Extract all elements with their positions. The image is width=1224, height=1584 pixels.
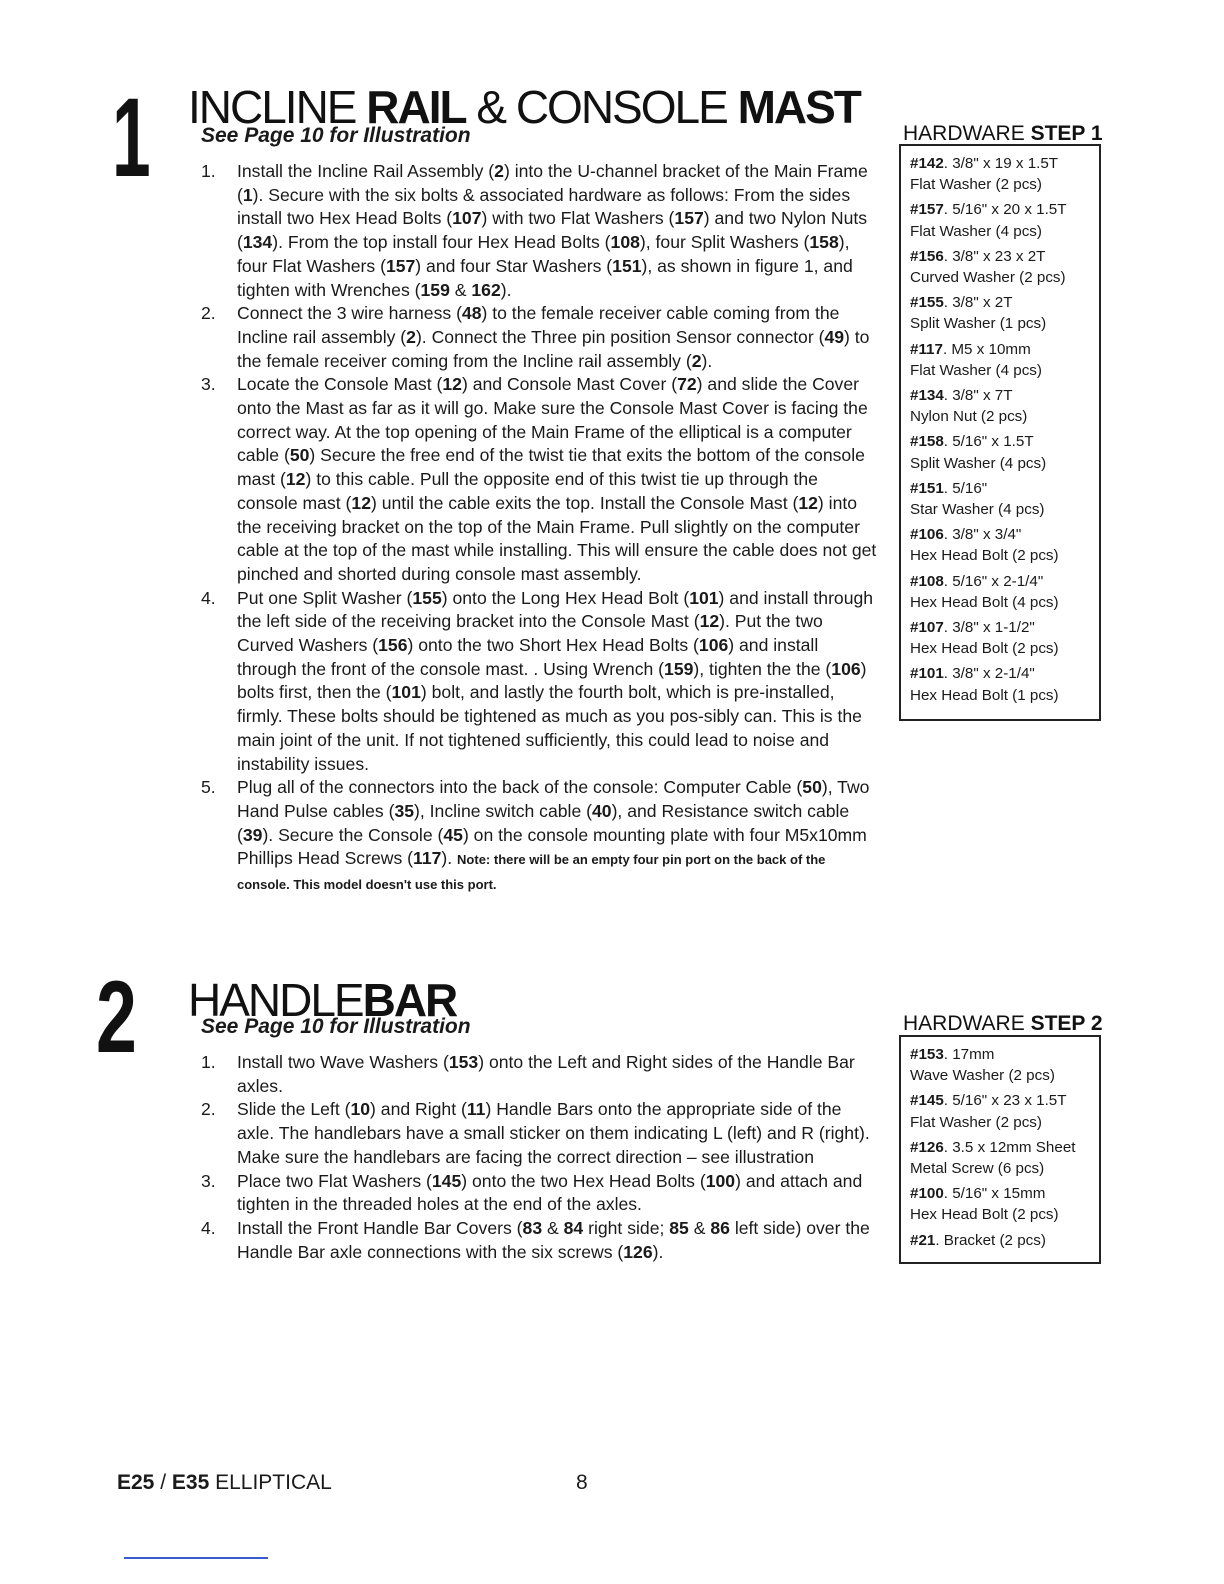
part-number: 145 [431,1170,462,1191]
hardware-spec: . 5/16" [943,479,988,497]
instruction-step [201,1051,877,1098]
part-number: 158 [809,232,839,253]
part-number: 35 [394,800,415,821]
part-number: 12 [798,492,818,513]
hardware-desc: Split Washer (4 pcs) [910,454,1047,472]
hardware-item [910,1090,1091,1132]
hardware-item [910,292,1091,334]
step-subtitle: See Page 10 for Illustration [201,124,471,147]
hardware-item [910,431,1091,473]
instruction-step [201,302,877,373]
part-number: 1 [242,184,253,205]
part-number: 12 [442,374,462,395]
part-number: 155 [412,587,442,608]
hardware-item [910,339,1091,381]
page-number: 8 [576,1471,588,1494]
instruction-text: Install the Front Handle Bar Covers ( [237,1217,523,1238]
part-number: 2 [691,350,702,371]
hardware-desc: Flat Washer (4 pcs) [910,361,1042,379]
instruction-step [201,587,877,777]
instruction-step [201,1098,877,1169]
hardware-list-box [899,144,1101,721]
title-text: HANDLE [188,974,363,1026]
step-index: 1. [201,1052,216,1072]
footer-model [117,1471,332,1495]
instruction-text: ) until the cable exits the top. Install the Console Mast ( [370,492,799,513]
hardware-spec: . 3.5 x 12mm Sheet [943,1138,1076,1156]
hardware-id: #107 [910,619,944,637]
hardware-item [910,1137,1091,1179]
instruction-text: ), four Split Washers ( [639,232,810,253]
hardware-desc: Hex Head Bolt (1 pcs) [910,686,1059,704]
hardware-desc: Curved Washer (2 pcs) [910,269,1066,287]
instruction-text: ) onto the Long Hex Head Bolt ( [441,587,690,608]
hardware-id: #126 [910,1138,944,1156]
instruction-text: ) and two Nylon Nuts ( [237,208,868,253]
hardware-id: #106 [910,526,944,544]
part-number: 2 [406,326,416,347]
hardware-heading [903,123,1103,144]
instruction-text: ) to the female receiver coming from the Incline rail assembly ( [237,326,870,371]
part-number: 49 [824,326,845,347]
hardware-item [910,385,1091,427]
part-number: 12 [351,492,371,513]
part-number: 86 [710,1217,730,1238]
instruction-text: ), four Flat Washers ( [237,232,850,276]
hardware-id: #157 [910,201,944,219]
part-number: 39 [242,824,263,845]
part-number: 2 [494,161,504,181]
instruction-text: ). [652,1241,664,1262]
model-code: E25 [117,1471,155,1494]
hardware-id: #134 [910,387,944,405]
part-number: 83 [522,1217,543,1238]
instruction-text: ), Two Hand Pulse cables ( [237,777,870,821]
instruction-text: ). Put the two Curved Washers ( [237,611,823,656]
hardware-heading-step: STEP 1 [1030,122,1103,145]
instruction-text: ). Secure with the six bolts & associated hardware as follows: From the sides install two Hex Head Bolts ( [237,184,851,229]
step-index: 3. [201,374,216,395]
instruction-text: Place two Flat Washers ( [237,1170,432,1191]
hardware-id: #101 [910,665,944,683]
part-number: 107 [452,208,482,229]
hardware-desc: Hex Head Bolt (4 pcs) [910,593,1059,611]
part-number: 157 [385,255,416,276]
instruction-text: Locate the Console Mast ( [237,374,443,395]
part-number: 50 [802,777,822,798]
title-text: & CONSOLE [465,81,738,133]
part-number: 101 [391,682,421,703]
instruction-text: ) with two Flat Washers ( [481,208,675,229]
instruction-text: ) bolts first, then the ( [237,658,867,703]
instruction-text: ) and Right ( [370,1099,467,1120]
hardware-desc: Metal Screw (6 pcs) [910,1160,1045,1178]
instruction-text: Connect the 3 wire harness ( [237,303,462,324]
hardware-heading-text: HARDWARE [903,122,1031,145]
instruction-text: ). [441,848,458,869]
hardware-spec: . 5/16" x 20 x 1.5T [943,201,1067,219]
instruction-list [201,1051,877,1264]
hardware-desc: Wave Washer (2 pcs) [910,1067,1055,1085]
hardware-list-box [899,1035,1101,1264]
part-number: 153 [448,1052,479,1072]
hardware-spec: . 17mm [943,1046,995,1063]
instruction-text: ) and attach and tighten in the threaded holes at the end of the axles. [237,1170,863,1215]
hardware-id: #100 [910,1185,944,1203]
title-text-bold: RAIL [366,81,466,133]
part-number: 108 [610,232,640,253]
instruction-text: ) into the U-channel bracket of the Main Frame ( [237,161,868,205]
instruction-step [201,1170,877,1217]
part-number: 159 [420,279,450,300]
part-number: 117 [413,848,442,869]
step-index: 5. [201,777,216,798]
hardware-spec: . Bracket (2 pcs) [935,1231,1046,1249]
instruction-text: ), Incline switch cable ( [414,800,592,821]
model-separator: / [154,1471,172,1494]
instruction-list [201,160,877,897]
instruction-text: Install the Incline Rail Assembly ( [237,161,495,181]
hardware-desc: Hex Head Bolt (2 pcs) [910,1206,1059,1224]
part-number: 50 [289,445,310,466]
hardware-item [910,1183,1091,1225]
instruction-text: ) and slide the Cover onto the Mast as far as it will go. Make sure the Console Mast Cover is facing the correct way. At the top opening of the Main Frame of the elliptical is a computer cable ( [237,374,868,466]
instruction-text: ) into the receiving bracket on the top of the Main Frame. Pull slightly on the computer cable at the top of the mast while installing. This will ensure the cable does not get pinched and shorted during console mast assembly. [237,492,877,584]
part-number: 10 [350,1099,371,1120]
instruction-text: ) and four Star Washers ( [415,255,613,276]
instruction-text: & [449,279,472,300]
instruction-text: ), and Resistance switch cable ( [237,800,850,845]
hardware-spec: . 3/8" x 2-1/4" [943,665,1035,683]
step-number: 1 [112,75,151,200]
instruction-text: Put one Split Washer ( [237,587,413,608]
product-label: ELLIPTICAL [209,1471,332,1494]
hardware-desc: Hex Head Bolt (2 pcs) [910,640,1059,658]
hardware-desc: Hex Head Bolt (2 pcs) [910,547,1059,565]
part-number: 162 [471,279,501,300]
hardware-desc: Flat Washer (2 pcs) [910,176,1042,194]
hardware-spec: . 3/8" x 2T [943,294,1013,312]
hardware-id: #158 [910,433,944,451]
hardware-desc: Nylon Nut (2 pcs) [910,408,1028,426]
instruction-text: ) onto the two Hex Head Bolts ( [461,1170,706,1191]
hardware-desc: Flat Washer (4 pcs) [910,222,1042,240]
hardware-id: #108 [910,572,944,590]
part-number: 72 [677,374,697,395]
instruction-text: ) to this cable. Pull the opposite end of this twist tie up through the console mast ( [237,469,818,513]
part-number: 12 [285,469,306,490]
hardware-item [910,663,1091,705]
step-index: 4. [201,587,216,608]
instruction-text: ) on the console mounting plate with four M5x10mm Phillips Head Screws ( [237,824,867,869]
instruction-text: ) Secure the free end of the twist tie that exits the bottom of the console mast ( [237,445,865,490]
part-number: 106 [831,658,861,679]
hardware-desc: Star Washer (4 pcs) [910,501,1045,519]
instruction-step [201,776,877,897]
hardware-heading-text: HARDWARE [903,1012,1031,1035]
instruction-text: ) bolt, and lastly the fourth bolt, which is pre-installed, firmly. These bolts should be tightened as much as you pos-sibly can. This is the main joint of the unit. If not tightened sufficiently, this could lead to noise and instability issues. [237,682,862,774]
instruction-text: ). From the top install four Hex Head Bolts ( [272,232,611,253]
instruction-text: ) and Console Mast Cover ( [461,374,678,395]
instruction-text: ), tighten the the ( [693,658,832,679]
note-text: Note: there will be an empty four pin port on the back of the console. This model doesn't use this port. [237,852,826,893]
instruction-text: ) and install through the front of the console mast. . Using Wrench ( [237,635,819,679]
instruction-text: ), as shown in figure 1, and tighten with Wrenches ( [237,255,853,300]
hardware-item [910,1044,1091,1086]
instruction-text: & [688,1217,711,1238]
model-code: E35 [171,1471,210,1494]
hardware-id: #151 [910,479,944,497]
hardware-id: #156 [910,247,944,265]
instruction-text: Slide the Left ( [237,1099,351,1120]
part-number: 11 [466,1099,486,1120]
instruction-step [201,373,877,586]
title-text-bold: MAST [737,81,860,133]
instruction-text: ) Handle Bars onto the appropriate side of the axle. The handlebars have a small sticker on them indicating L (left) and R (right). Make sure the handlebars are facing the correct direction – see illustration [237,1099,870,1167]
hardware-item [910,246,1091,288]
hardware-heading [903,1013,1103,1034]
part-number: 151 [612,255,642,276]
step-index: 3. [201,1170,216,1191]
hardware-spec: . 5/16" x 2-1/4" [943,572,1044,590]
hardware-desc: Flat Washer (2 pcs) [910,1113,1042,1131]
instruction-text: left side) over the Handle Bar axle connections with the six screws ( [237,1217,870,1262]
instruction-text: Plug all of the connectors into the back of the console: Computer Cable ( [237,777,803,798]
hardware-id: #153 [910,1046,944,1063]
instruction-text: ) and install through the left side of the receiving bracket into the Console Mast ( [237,587,874,632]
step-index: 2. [201,1099,216,1120]
part-number: 48 [461,303,482,324]
hardware-spec: . M5 x 10mm [942,340,1031,358]
instruction-step [201,160,877,302]
hardware-id: #155 [910,294,944,312]
step-subtitle: See Page 10 for Illustration [201,1015,471,1038]
instruction-text: ) onto the Left and Right sides of the Handle Bar axles. [237,1052,855,1096]
hardware-item [910,199,1091,241]
instruction-text: & [542,1217,564,1238]
hardware-spec: . 3/8" x 23 x 2T [943,247,1046,265]
hardware-id: #142 [910,155,944,172]
part-number: 101 [689,587,719,608]
hardware-id: #21 [910,1231,936,1249]
hardware-id: #117 [910,340,943,358]
title-text-bold: BAR [362,974,457,1026]
step-index: 1. [201,161,216,181]
part-number: 126 [623,1241,653,1262]
instruction-text: Install two Wave Washers ( [237,1052,449,1072]
part-number: 159 [664,658,694,679]
hardware-spec: . 5/16" x 23 x 1.5T [943,1092,1067,1110]
footer-rule [124,1557,268,1559]
part-number: 12 [699,611,720,632]
part-number: 134 [242,232,273,253]
instruction-text: ). Secure the Console ( [262,824,444,845]
hardware-spec: . 3/8" x 19 x 1.5T [943,155,1059,172]
title-text: INCLINE [188,81,367,133]
hardware-item [910,478,1091,520]
hardware-item [910,571,1091,613]
part-number: 100 [705,1170,736,1191]
hardware-spec: . 5/16" x 1.5T [943,433,1034,451]
hardware-spec: . 3/8" x 7T [943,387,1013,405]
instruction-text: right side; [583,1217,670,1238]
part-number: 85 [669,1217,689,1238]
hardware-desc: Split Washer (1 pcs) [910,315,1047,333]
part-number: 45 [443,824,463,845]
step-index: 2. [201,303,216,324]
instruction-text: ). [500,279,512,300]
instruction-step [201,1217,877,1264]
hardware-item [910,524,1091,566]
part-number: 106 [698,635,729,656]
hardware-item [910,1230,1091,1251]
instruction-text: ). Connect the Three pin position Sensor connector ( [415,326,825,347]
part-number: 157 [674,208,704,229]
hardware-item [910,153,1091,195]
part-number: 40 [592,800,612,821]
hardware-spec: . 3/8" x 1-1/2" [943,619,1035,637]
part-number: 84 [563,1217,584,1238]
hardware-spec: . 5/16" x 15mm [943,1185,1046,1203]
step-number: 2 [96,960,137,1074]
part-number: 156 [378,635,408,656]
hardware-item [910,617,1091,659]
hardware-heading-step: STEP 2 [1030,1012,1103,1035]
hardware-id: #145 [910,1092,944,1110]
instruction-text: ) onto the two Short Hex Head Bolts ( [407,635,699,656]
instruction-text: ). [701,350,713,371]
instruction-text: ) to the female receiver cable coming from the Incline rail assembly ( [237,303,840,347]
hardware-spec: . 3/8" x 3/4" [943,526,1022,544]
step-index: 4. [201,1217,216,1238]
